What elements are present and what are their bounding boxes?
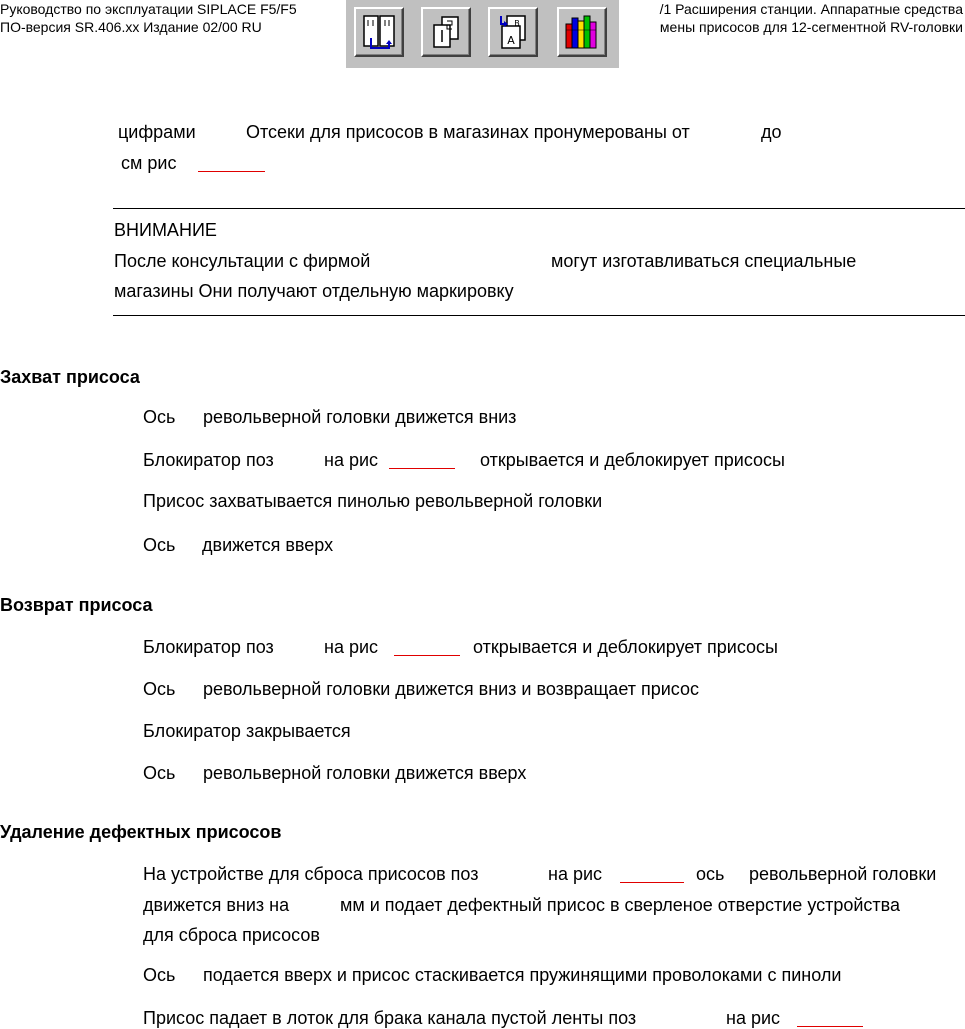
removal-figure-link-1[interactable] [620,882,684,883]
goto-document-button[interactable] [488,7,538,57]
library-books-icon [562,12,602,52]
return-step1-text: открывается и деблокирует присосы [473,637,778,657]
svg-text:A: A [507,34,515,47]
return-step4-axis: Ось [143,763,176,783]
return-step2-axis: Ось [143,679,176,699]
capture-figure-link[interactable] [389,468,455,469]
removal-step1-axis: ось [696,864,725,884]
capture-step1-axis: Ось [143,407,176,427]
warning-text-part2: могут изготавливаться специальные [551,251,857,271]
capture-step2-fig: на рис [324,450,379,470]
removal-step3-fig: на рис [726,1008,781,1028]
warning-top-rule [113,208,965,209]
warning-text-line2: магазины Они получают отдельную маркировку [114,281,514,301]
page-layout-icon [359,12,399,52]
capture-step4-text: движется вверх [202,535,334,555]
pages-overlay-button[interactable] [421,7,471,57]
removal-step1-head: револьверной головки [749,864,937,884]
software-version: ПО-версия SR.406.xx Издание 02/00 RU [0,19,262,35]
heading-removal: Удаление дефектных присосов [0,822,282,842]
heading-capture: Захват присоса [0,367,140,387]
capture-step3: Присос захватывается пинолью револьверной головки [143,491,603,511]
intro-see-figure: см рис [121,153,177,173]
removal-step1-device: На устройстве для сброса присосов поз [143,864,479,884]
svg-text:B: B [514,19,520,28]
return-step4-text: револьверной головки движется вверх [203,763,527,783]
return-step3: Блокиратор закрывается [143,721,351,741]
removal-step2-axis: Ось [143,965,176,985]
section-title: мены присосов для 12-сегментной RV-головки [659,19,963,35]
removal-step3-text: Присос падает в лоток для брака канала пустой ленты поз [143,1008,637,1028]
removal-step1-line2-a: движется вниз на [143,895,290,915]
warning-title: ВНИМАНИЕ [114,220,217,240]
removal-figure-link-2[interactable] [797,1026,863,1027]
removal-step1-line3: для сброса присосов [143,925,320,945]
warning-text-part1: После консультации с фирмой [114,251,371,271]
figure-reference-link[interactable] [198,171,265,172]
capture-step2-locker: Блокиратор поз [143,450,274,470]
pages-overlay-icon [426,12,466,52]
document-header-right [660,0,963,36]
intro-to-word: до [761,122,782,142]
return-step1-fig: на рис [324,637,379,657]
chapter-title: /1 Расширения станции. Аппаратные средства [659,1,963,17]
capture-step4-axis: Ось [143,535,176,555]
removal-step2-text: подается вверх и присос стаскивается пружинящими проволоками с пиноли [203,965,842,985]
intro-word-digits: цифрами [118,122,196,142]
goto-document-icon [493,12,533,52]
capture-step1-text: револьверной головки движется вниз [203,407,517,427]
return-step2-text: револьверной головки движется вниз и возвращает присос [203,679,700,699]
removal-step1-line2-b: мм и подает дефектный присос в сверленое отверстие устройства [340,895,901,915]
navigation-toolbar [346,0,619,68]
capture-step2-text: открывается и деблокирует присосы [480,450,785,470]
page-layout-button[interactable] [354,7,404,57]
return-step1-locker: Блокиратор поз [143,637,274,657]
document-header-left [0,0,297,36]
manual-title: Руководство по эксплуатации SIPLACE F5/F5 [0,1,297,17]
intro-numbering-text: Отсеки для присосов в магазинах пронумерованы от [246,122,690,142]
warning-bottom-rule [113,315,965,316]
removal-step1-fig: на рис [548,864,603,884]
return-figure-link[interactable] [394,655,460,656]
heading-return: Возврат присоса [0,595,153,615]
library-button[interactable] [557,7,607,57]
